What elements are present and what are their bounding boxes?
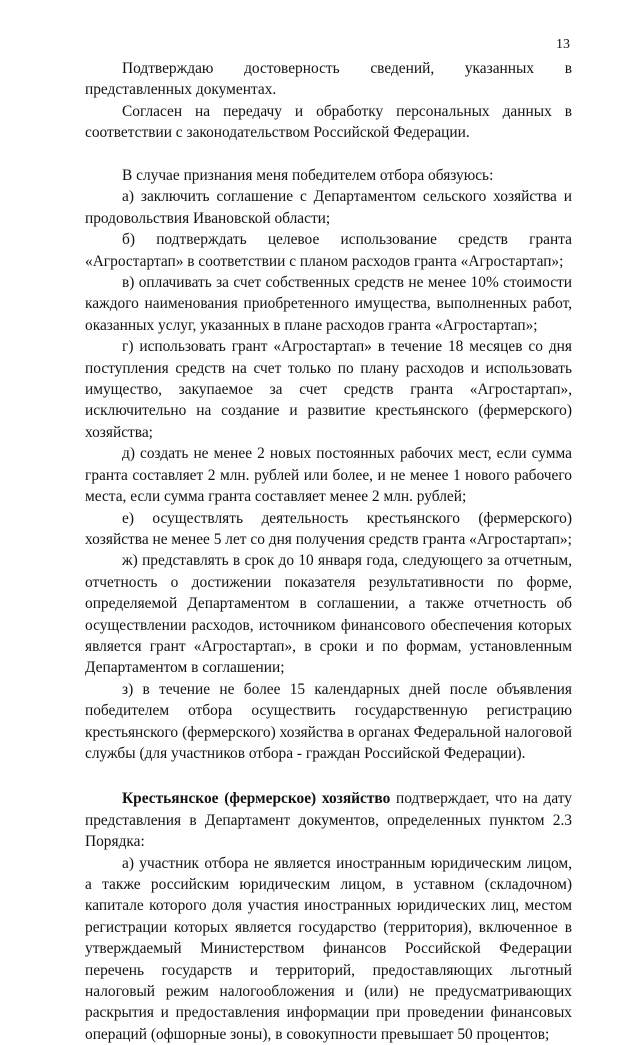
spacer [85, 144, 572, 165]
obligations-intro: В случае признания меня победителем отбора обязуюсь: [122, 167, 494, 185]
obligation-item-e: е) осуществлять деятельность крестьянского (фермерского) хозяйства не менее 5 лет со дня получения средств гранта «Агростартап»; [85, 509, 572, 548]
paragraph-consent: Согласен на передачу и обработку персональных данных в соответствии с законодательством Российской Федерации. [85, 102, 572, 142]
obligation-item-z: з) в течение не более 15 календарных дней после объявления победителем отбора осуществить государственную регистрацию крестьянского (фермерского) хозяйства в органах Федеральной налоговой службы (для участников отбора - граждан Российской Федерации). [85, 680, 572, 762]
obligation-item-a: а) заключить соглашение с Департаментом сельского хозяйства и продовольствия Ивановской области; [85, 188, 572, 227]
spacer [85, 764, 572, 788]
obligation-item-v: в) оплачивать за счет собственных средств не менее 10% стоимости каждого наименования приобретенного имущества, выполненных работ, оказанных услуг, указанных в плане расходов гранта «Агростартап»; [85, 274, 572, 334]
confirmation-paragraph [85, 788, 572, 852]
confirmation-text: подтверждает, что на дату представления в Департамент документов, определенных пунктом 2.3 Порядка: [85, 790, 572, 851]
paragraph-authenticity: Подтверждаю достоверность сведений, указанных в представленных документах. [85, 60, 572, 99]
confirmation-subject: Крестьянское (фермерское) хозяйство [122, 790, 391, 808]
document-body [85, 58, 572, 1045]
page-number: 13 [556, 37, 570, 52]
obligation-item-d: д) создать не менее 2 новых постоянных рабочих мест, если сумма гранта составляет 2 млн. рублей или более, и не менее 1 нового рабочего места, если сумма гранта составляет менее 2 млн. рублей; [85, 445, 572, 506]
obligation-item-zh: ж) представлять в срок до 10 января года, следующего за отчетным, отчетность о достижении показателя результативности по форме, определяемой Департаментом в соглашении, а также отчетность об осуществлении расходов, источником финансового обеспечения которых является грант «Агростартап», в сроки и по формам, установленным Департаментом в соглашении; [85, 552, 572, 677]
obligation-item-g: г) использовать грант «Агростартап» в течение 18 месяцев со дня поступления средств на счет только по плану расходов и использовать имущество, закупаемое за счет средств гранта «Агростартап», исключительно на создание и развитие крестьянского (фермерского) хозяйства; [85, 338, 572, 441]
confirmation-item-a: а) участник отбора не является иностранным юридическим лицом, а также российским юридическим лицом, в уставном (складочном) капитале которого доля участия иностранных юридических лиц, местом регистрации которых является государство (территория), включенное в утверждаемый Министерством финансов Российской Федерации перечень государств и территорий, предоставляющих льготный налоговый режим налогообложения и (или) не предусматривающих раскрытия и предоставления информации при проведении финансовых операций (офшорные зоны), в совокупности превышает 50 процентов; [85, 854, 572, 1043]
obligation-item-b: б) подтверждать целевое использование средств гранта «Агростартап» в соответствии с планом расходов гранта «Агростартап»; [85, 231, 572, 270]
